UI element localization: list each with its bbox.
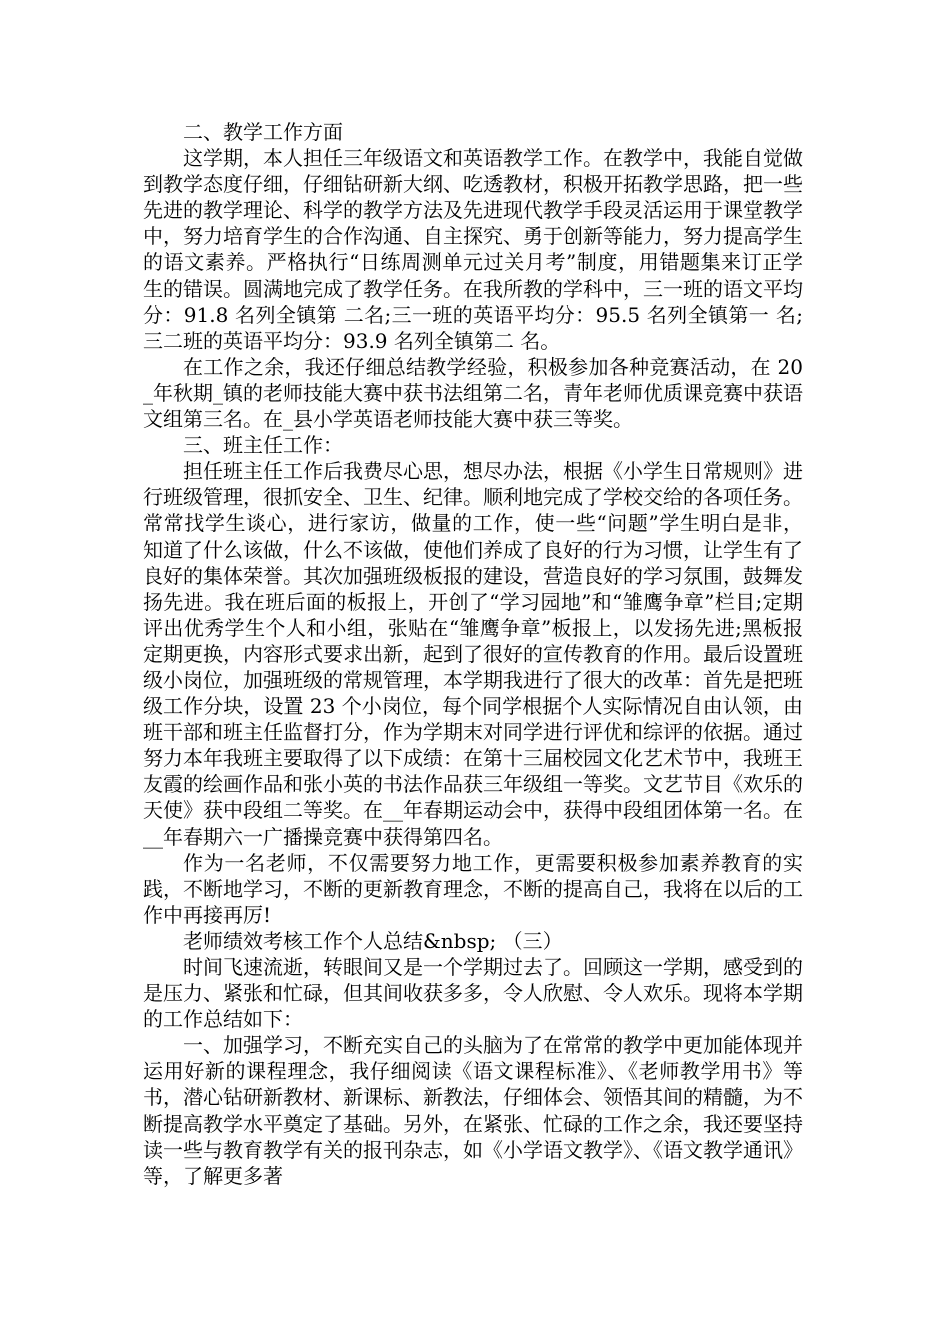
section-heading-teaching: 二、教学工作方面 — [183, 120, 343, 144]
section-title-summary-three: 老师绩效考核工作个人总结&nbsp; （三） — [183, 928, 563, 953]
paragraph-teaching-work: 这学期，本人担任三年级语文和英语教学工作。在教学中，我能自觉做到教学态度仔细，仔细钻研新大纲、吃透教材，积极开拓教学思路，把一些先进的教学理论、科学的教学方法及先进现代教学手段灵活运用于课堂教学中，努力培育学生的合作沟通、自主探究、勇于创新等能力，努力提高学生的语文素养。严格执行“日练周测单元过关月考”制度，用错题集来订正学生的错误。圆满地完成了教学任务。在我所教的学科中，三一班的语文平均分：91.8 名列全镇第 二名;三一班的英语平均分：95.5 名列全镇第一 名;三二班的英语平均分：93.9 名列全镇第二 名。 — [143, 146, 803, 353]
paragraph-conclusion: 作为一名老师，不仅需要努力地工作，更需要积极参加素养教育的实践，不断地学习，不断的更新教育理念，不断的提高自己，我将在以后的工作中再接再厉! — [143, 850, 803, 927]
document-body — [143, 119, 803, 1189]
paragraph-semester-review: 时间飞速流逝，转眼间又是一个学期过去了。回顾这一学期，感受到的是压力、紧张和忙碌，但其间收获多多，令人欣慰、令人欢乐。现将本学期的工作总结如下： — [143, 955, 803, 1032]
paragraph-competitions: 在工作之余，我还仔细总结教学经验，积极参加各种竞赛活动，在 20_年秋期_镇的老师技能大赛中获书法组第二名，青年老师优质课竞赛中获语文组第三名。在_县小学英语老师技能大赛中获三等奖。 — [143, 354, 803, 432]
section-heading-class-teacher: 三、班主任工作： — [183, 433, 343, 458]
paragraph-strengthen-study: 一、加强学习，不断充实自己的头脑为了在常常的教学中更加能体现并运用好新的课程理念，我仔细阅读《语文课程标准》、《老师教学用书》等书，潜心钻研新教材、新课标、新教法，仔细体会、领悟其间的精髓，为不断提高教学水平奠定了基础。另外，在紧张、忙碌的工作之余，我还要坚持读一些与教育教学有关的报刊杂志，如《小学语文教学》、《语文教学通讯》等，了解更多著 — [143, 1033, 803, 1188]
paragraph-class-management: 担任班主任工作后我费尽心思，想尽办法，根据《小学生日常规则》进行班级管理，很抓安全、卫生、纪律。顺利地完成了学校交给的各项任务。常常找学生谈心，进行家访，做量的工作，使一些“问题”学生明白是非，知道了什么该做，什么不该做，使他们养成了良好的行为习惯，让学生有了良好的集体荣誉。其次加强班级板报的建设，营造良好的学习氛围，鼓舞发扬先进。我在班后面的板报上，开创了“学习园地”和“雏鹰争章”栏目;定期评出优秀学生个人和小组，张贴在“雏鹰争章”板报上，以发扬先进;黑板报定期更换，内容形式要求出新，起到了很好的宣传教育的作用。最后设置班级小岗位，加强班级的常规管理，本学期我进行了很大的改革：首先是把班级工作分块，设置 23 个小岗位，每个同学根据个人实际情况自由认领，由班干部和班主任监督打分，作为学期末对同学进行评优和综评的依据。通过努力本年我班主要取得了以下成绩：在第十三届校园文化艺术节中，我班王友霞的绘画作品和张小英的书法作品获三年级组一等奖。文艺节目《欢乐的天使》获中段组二等奖。在__年春期运动会中，获得中段组团体第一名。在__年春期六一广播操竞赛中获得第四名。 — [143, 459, 803, 849]
